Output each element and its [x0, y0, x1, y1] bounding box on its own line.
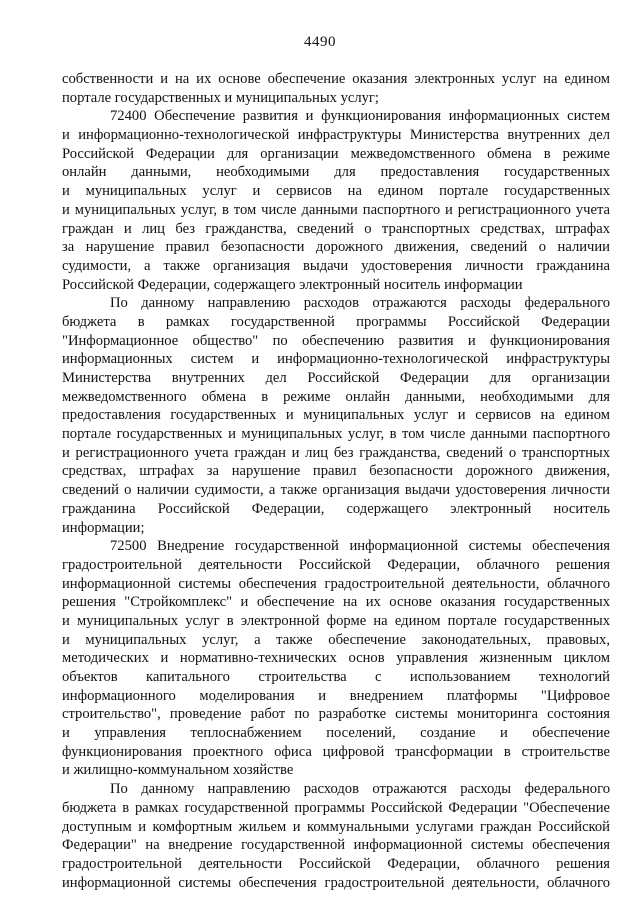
text-line: портале государственных и муниципальных услуг; [62, 89, 379, 106]
text-line: и информационно-технологической инфраструктуры Министерства внутренних дел [62, 127, 610, 144]
text-line: объектов капитального строительства с использованием технологий [62, 669, 610, 685]
text-line: строительство", проведение работ по разработке системы мониторинга состояния [62, 706, 610, 723]
text-line: функционирования проектного офиса цифровой трансформации в строительстве [62, 743, 610, 760]
text-line: информационных систем и информационно-технологической инфраструктуры [62, 351, 610, 368]
text-line: судимости, а также организация выдачи удостоверения личности гражданина [62, 257, 610, 274]
text-line: гражданина Российской Федерации, содержащего электронный носитель [62, 500, 610, 517]
text-line: градостроительной деятельности Российской Федерации, облачного решения [62, 855, 610, 872]
text-line: онлайн данными, необходимыми для предоставления государственных [62, 164, 610, 181]
text-line: и муниципальных услуг, в том числе данными паспортного и регистрационного учета [62, 201, 610, 218]
text-line: за нарушение правил безопасности дорожного движения, сведений о наличии [62, 239, 610, 256]
body-text [62, 70, 610, 892]
text-line: собственности и на их основе обеспечение оказания электронных услуг на едином [62, 71, 610, 87]
text-line: и регистрационного учета граждан и лиц без гражданства, сведений о транспортных [62, 444, 610, 461]
text-line: и муниципальных услуг и сервисов на едином портале государственных [62, 183, 610, 200]
text-line: информационной системы обеспечения градостроительной деятельности, облачного [62, 575, 610, 592]
text-line: средствах, штрафах за нарушение правил безопасности дорожного движения, [62, 463, 610, 480]
text-line: граждан и лиц без гражданства, сведений о транспортных средствах, штрафах [62, 220, 610, 237]
text-line: бюджета в рамках государственной программы Российской Федерации [62, 313, 610, 330]
page-number: 4490 [304, 34, 336, 50]
text-line: предоставления государственных и муниципальных услуг и сервисов на едином [62, 407, 610, 424]
text-line: информации; [62, 519, 145, 536]
text-line: информационного моделирования и внедрением платформы "Цифровое [62, 687, 610, 704]
text-line: и муниципальных услуг в электронной форме на едином портале государственных [62, 612, 610, 629]
text-line: межведомственного обмена в режиме онлайн данными, необходимыми для [62, 388, 610, 405]
text-line: информационной системы обеспечения градостроительной деятельности, облачного [62, 874, 610, 891]
text-line: доступным и комфортным жильем и коммунальными услугами граждан Российской [62, 818, 610, 835]
text-line: Российской Федерации для организации межведомственного обмена в режиме [62, 145, 610, 162]
text-line: Российской Федерации, содержащего электронный носитель информации [62, 276, 523, 293]
text-line: Министерства внутренних дел Российской Федерации для организации [62, 370, 610, 386]
text-line: "Информационное общество" по обеспечению развития и функционирования [62, 332, 610, 349]
text-line: портале государственных и муниципальных услуг, в том числе данными паспортного [62, 426, 610, 443]
text-line: Федерации" на внедрение государственной информационной системы обеспечения [62, 837, 610, 854]
text-line: градостроительной деятельности Российской Федерации, облачного решения [62, 556, 610, 573]
text-line: и жилищно-коммунальном хозяйстве [62, 762, 294, 779]
text-line: бюджета в рамках государственной программы Российской Федерации "Обеспечение [62, 799, 610, 816]
text-line: 72500 Внедрение государственной информационной системы обеспечения [110, 538, 610, 555]
text-line: методических и нормативно-технических основ управления жизненным циклом [62, 650, 610, 667]
text-line: По данному направлению расходов отражаются расходы федерального [110, 295, 610, 312]
text-line: и муниципальных услуг, а также обеспечение законодательных, правовых, [62, 631, 610, 648]
text-line: сведений о наличии судимости, а также организация выдачи удостоверения личности [62, 482, 610, 499]
text-line: решения "Стройкомплекс" и обеспечение на их основе оказания государственных [62, 594, 610, 611]
text-line: 72400 Обеспечение развития и функционирования информационных систем [110, 108, 610, 125]
text-line: По данному направлению расходов отражаются расходы федерального [110, 781, 610, 798]
text-line: и управления теплоснабжением поселений, создание и обеспечение [62, 725, 610, 742]
